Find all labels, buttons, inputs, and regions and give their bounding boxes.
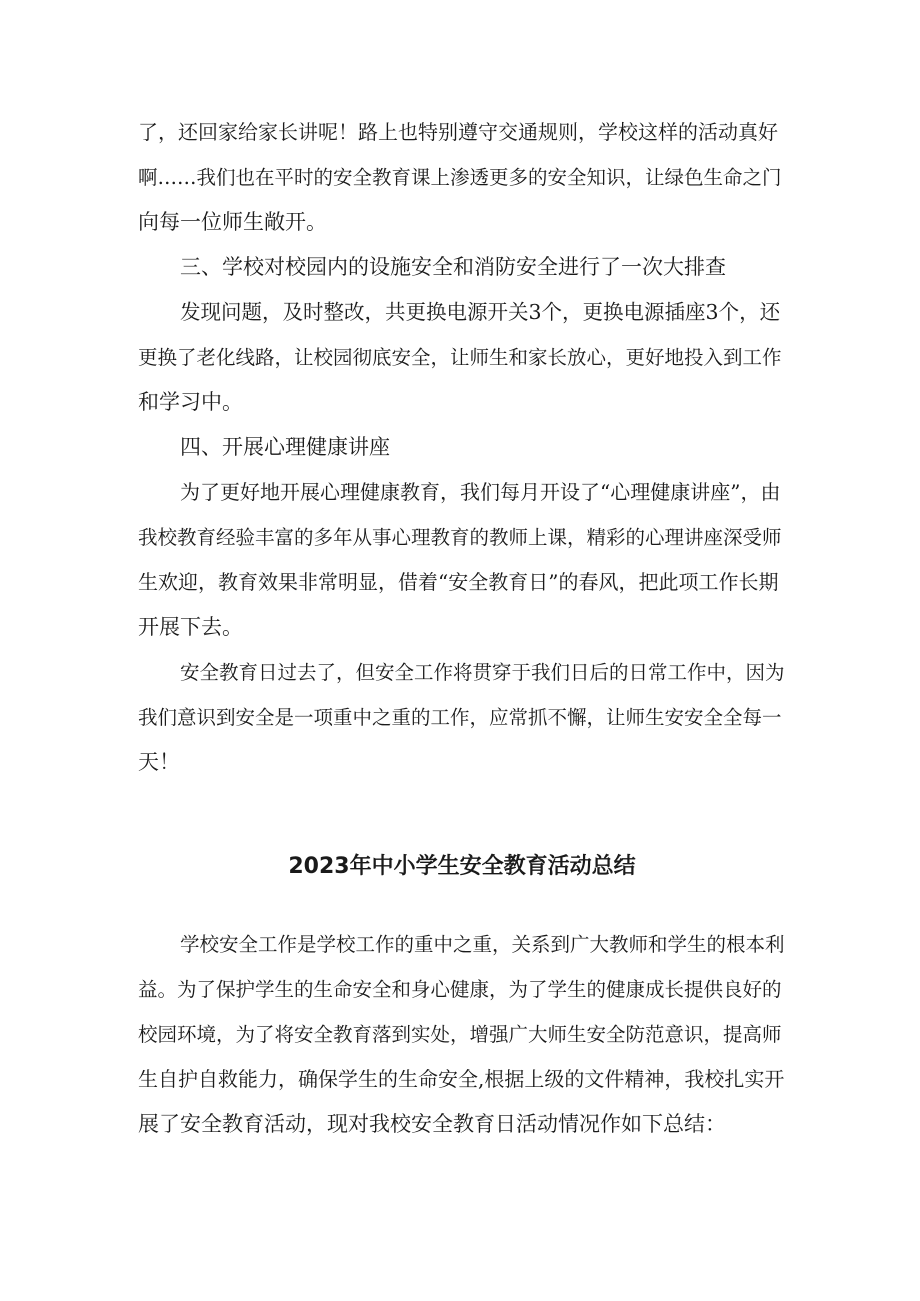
paragraph-line: 天！: [138, 750, 180, 774]
paragraph-line: 和学习中。: [138, 390, 243, 414]
section-heading-4: 四、开展心理健康讲座: [180, 435, 390, 459]
paragraph-line: 啊……我们也在平时的安全教育课上渗透更多的安全知识，让绿色生命之门: [138, 166, 782, 189]
paragraph-line: 生欢迎，教育效果非常明显，借着“安全教育日”的春风，把此项工作长期: [138, 570, 779, 594]
paragraph-line: 开展下去。: [138, 615, 243, 639]
paragraph-line: 我们意识到安全是一项重中之重的工作，应常抓不懈，让师生安安全全每一: [138, 706, 782, 729]
paragraph-line: 更换了老化线路，让校园彻底安全，让师生和家长放心，更好地投入到工作: [138, 346, 782, 369]
paragraph-line: 向每一位师生敞开。: [138, 210, 327, 234]
document-body-part2: [138, 922, 786, 1147]
paragraph-line: 益。为了保护学生的生命安全和身心健康，为了学生的健康成长提供良好的: [138, 978, 782, 1001]
document-body-part1: [138, 110, 786, 785]
paragraph-line: 展了安全教育活动，现对我校安全教育日活动情况作如下总结：: [138, 1112, 726, 1136]
document-title: 2023年中小学生安全教育活动总结: [288, 854, 636, 879]
paragraph-line: 我校教育经验丰富的多年从事心理教育的教师上课，精彩的心理讲座深受师: [138, 526, 782, 549]
paragraph-line: 了，还回家给家长讲呢！路上也特别遵守交通规则，学校这样的活动真好: [138, 120, 778, 144]
section-heading-3: 三、学校对校园内的设施安全和消防安全进行了一次大排查: [180, 255, 726, 279]
paragraph-line: 安全教育日过去了，但安全工作将贯穿于我们日后的日常工作中，因为: [180, 661, 785, 684]
paragraph-line: 生自护自救能力，确保学生的生命安全,根据上级的文件精神，我校扎实开: [138, 1067, 785, 1091]
paragraph-line: 发现问题，及时整改，共更换电源开关3个，更换电源插座3个，还: [180, 300, 781, 324]
paragraph-line: 学校安全工作是学校工作的重中之重，关系到广大教师和学生的根本利: [180, 933, 785, 956]
paragraph-line: 为了更好地开展心理健康教育，我们每月开设了“心理健康讲座”，由: [180, 480, 781, 504]
paragraph-line: 校园环境，为了将安全教育落到实处，增强广大师生安全防范意识，提高师: [138, 1023, 782, 1046]
